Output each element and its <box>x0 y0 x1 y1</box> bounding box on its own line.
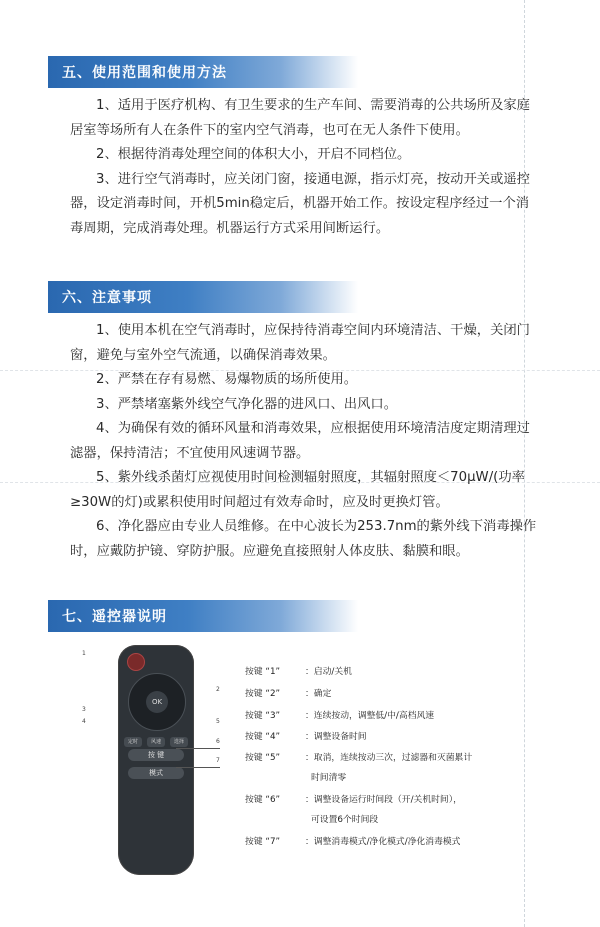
paragraph: 2、严禁在存有易燃、易爆物质的场所使用。 <box>96 372 358 387</box>
key-row <box>245 664 352 677</box>
callout-line <box>176 767 220 768</box>
key-row <box>245 792 462 805</box>
section-body-notes <box>70 319 540 564</box>
callout-number: 2 <box>216 686 220 693</box>
paragraph: 4、为确保有效的循环风量和消毒效果，应根据使用环境清洁度定期清理过滤器，保持清洁；不宜使用风速调节器。 <box>70 421 530 461</box>
paragraph: 5、紫外线杀菌灯应视使用时间检测辐射照度，其辐射照度＜70μW/(功率≥30W的灯)或累积使用时间超过有效寿命时，应及时更换灯管。 <box>70 470 525 510</box>
ok-button-label: OK <box>146 691 168 713</box>
key-row <box>245 686 331 699</box>
paragraph: 2、根据待消毒处理空间的体积大小，开启不同档位。 <box>96 147 411 162</box>
callout-number: 1 <box>82 650 86 657</box>
key-name: 按键 “5” <box>245 753 281 763</box>
callout-number: 6 <box>216 738 220 745</box>
key-desc: ：连续按动，调整低/中/高档风速 <box>305 711 435 721</box>
section-title: 五、使用范围和使用方法 <box>62 65 227 81</box>
section-title: 六、注意事项 <box>62 290 152 306</box>
key-name: 按键 “7” <box>245 837 281 847</box>
section-header-usage <box>48 56 358 88</box>
remote-control-illustration <box>118 645 194 875</box>
remote-small-button: 风速 <box>147 737 165 747</box>
key-desc: ：调整消毒模式/净化模式/净化消毒模式 <box>305 837 461 847</box>
key-name: 按键 “2” <box>245 689 281 699</box>
section-title: 七、遥控器说明 <box>62 609 167 625</box>
remote-small-button: 定时 <box>124 737 142 747</box>
remote-mode-button: 模式 <box>128 767 184 779</box>
remote-key-button: 按 键 <box>128 749 184 761</box>
key-desc: ：取消，连续按动三次，过滤器和灭菌累计 <box>305 753 473 763</box>
remote-small-button: 选择 <box>170 737 188 747</box>
paragraph: 1、适用于医疗机构、有卫生要求的生产车间、需要消毒的公共场所及家庭居室等场所有人在条件下的室内空气消毒，也可在无人条件下使用。 <box>70 98 530 138</box>
paragraph: 3、严禁堵塞紫外线空气净化器的进风口、出风口。 <box>96 396 397 412</box>
key-desc-continued: 时间清零 <box>311 773 347 783</box>
paragraph: 1、使用本机在空气消毒时，应保持待消毒空间内环境清洁、干燥，关闭门窗，避免与室外空气流通，以确保消毒效果。 <box>70 323 530 363</box>
callout-number: 5 <box>216 718 220 725</box>
key-desc: ：调整设备时间 <box>305 732 367 742</box>
power-button-icon <box>127 653 145 671</box>
remote-small-buttons <box>124 737 188 747</box>
dpad-icon <box>128 673 186 731</box>
key-name: 按键 “3” <box>245 711 281 721</box>
callout-number: 7 <box>216 757 220 764</box>
callout-line <box>176 748 220 749</box>
key-row <box>245 750 472 763</box>
paragraph: 3、进行空气消毒时，应关闭门窗，接通电源，指示灯亮，按动开关或遥控器，设定消毒时间，开机5min稳定后，机器开始工作。按设定程序经过一个消毒周期，完成消毒处理。机器运行方式采用间断运行。 <box>70 171 530 236</box>
section-header-remote <box>48 600 358 632</box>
key-desc: ：确定 <box>305 689 332 699</box>
key-desc-continued: 可设置6个时间段 <box>311 815 379 825</box>
key-row <box>245 708 434 721</box>
key-name: 按键 “1” <box>245 667 281 677</box>
callout-number: 3 <box>82 706 86 713</box>
key-name: 按键 “4” <box>245 732 281 742</box>
paragraph: 6、净化器应由专业人员维修。在中心波长为253.7nm的紫外线下消毒操作时，应戴防护镜、穿防护服。应避免直接照射人体皮肤、黏膜和眼。 <box>70 519 537 559</box>
callout-number: 4 <box>82 718 86 725</box>
key-name: 按键 “6” <box>245 795 281 805</box>
key-row <box>245 729 367 742</box>
section-header-notes <box>48 281 358 313</box>
section-body-usage <box>70 94 540 241</box>
key-desc: ：启动/关机 <box>305 667 352 677</box>
key-row <box>245 834 460 847</box>
key-desc: ：调整设备运行时间段（开/关机时间）， <box>305 795 462 805</box>
